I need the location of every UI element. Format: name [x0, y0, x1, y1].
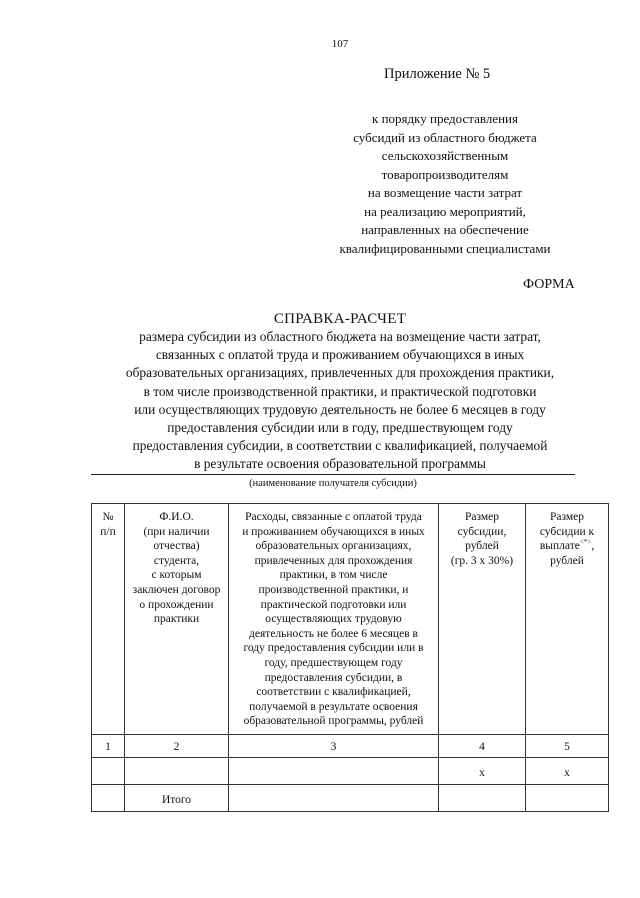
table-cell[interactable] [439, 785, 526, 812]
appendix-line: на реализацию мероприятий, [364, 203, 526, 219]
table-cell[interactable] [92, 758, 125, 785]
appendix-title: Приложение № 5 [384, 66, 491, 82]
appendix-line: сельскохозяйственным [381, 148, 509, 163]
table-cell: x [439, 758, 526, 785]
total-label: Итого [125, 785, 229, 812]
column-number: 1 [92, 735, 125, 758]
table-row [92, 758, 609, 785]
recipient-name-line[interactable] [91, 474, 575, 475]
column-number: 2 [125, 735, 229, 758]
column-number: 4 [439, 735, 526, 758]
recipient-caption: (наименование получателя субсидии) [249, 478, 417, 489]
appendix-line: на возмещение части затрат [367, 185, 523, 200]
column-number: 5 [526, 735, 609, 758]
appendix-line: товаропроизводителям [381, 166, 509, 182]
table-cell[interactable] [229, 758, 439, 785]
header-subsidy-payable: Размер субсидии к выплате<*>, рублей [526, 504, 609, 735]
appendix-line: квалифицированными специалистами [339, 240, 551, 256]
form-label: ФОРМА [523, 277, 575, 292]
column-number: 3 [229, 735, 439, 758]
subheading-line: предоставления субсидии или в году, предшествующем году [167, 420, 513, 436]
document-heading: СПРАВКА-РАСЧЕТ [273, 311, 407, 327]
header-number: № п/п [92, 504, 125, 735]
appendix-line: направленных на обеспечение [361, 222, 529, 237]
table-cell[interactable] [526, 785, 609, 812]
table-cell: x [526, 758, 609, 785]
table-cell [92, 785, 125, 812]
appendix-line: субсидий из областного бюджета [353, 129, 537, 145]
subheading-line: образовательных организациях, привлеченных для прохождения практики, [125, 365, 555, 381]
subheading-line: предоставления субсидии, в соответствии с квалификацией, получаемой [132, 438, 548, 454]
appendix-line: к порядку предоставления [372, 111, 518, 126]
appendix-reference [300, 110, 590, 258]
column-number-row [92, 735, 609, 758]
subheading-line: или осуществляющих трудовую деятельность не более 6 месяцев в году [134, 401, 546, 417]
subheading-line: размера субсидии из областного бюджета на возмещение части затрат, [139, 329, 541, 344]
calculation-table [91, 503, 609, 812]
header-full-name: Ф.И.О. (при наличии отчества) студента, с которым заключен договор о прохождении практики [125, 504, 229, 735]
footnote-mark: <*> [579, 538, 592, 547]
total-row [92, 785, 609, 812]
subheading-line: в том числе производственной практики, и практической подготовки [143, 383, 537, 399]
header-expenses: Расходы, связанные с оплатой труда и проживанием обучающихся в иных образовательных организациях, привлеченных для прохождения практики, в том числе производственной практики, и практической подготовки или осуществляющих трудовую деятельность не более 6 месяцев в году предоставления субсидии или в году, предшествующем году предоставления субсидии, в соответствии с квалификацией, получаемой в результате освоения образовательной программы, рублей [229, 504, 439, 735]
document-subheading [80, 328, 600, 474]
table-cell[interactable] [125, 758, 229, 785]
header-subsidy-size: Размер субсидии, рублей (гр. 3 x 30%) [439, 504, 526, 735]
subheading-line: связанных с оплатой труда и проживанием обучающихся в иных [155, 347, 525, 363]
table-cell[interactable] [229, 785, 439, 812]
subheading-line: в результате освоения образовательной программы [194, 456, 486, 472]
page-number: 107 [331, 38, 349, 50]
table-header-row [92, 504, 609, 735]
